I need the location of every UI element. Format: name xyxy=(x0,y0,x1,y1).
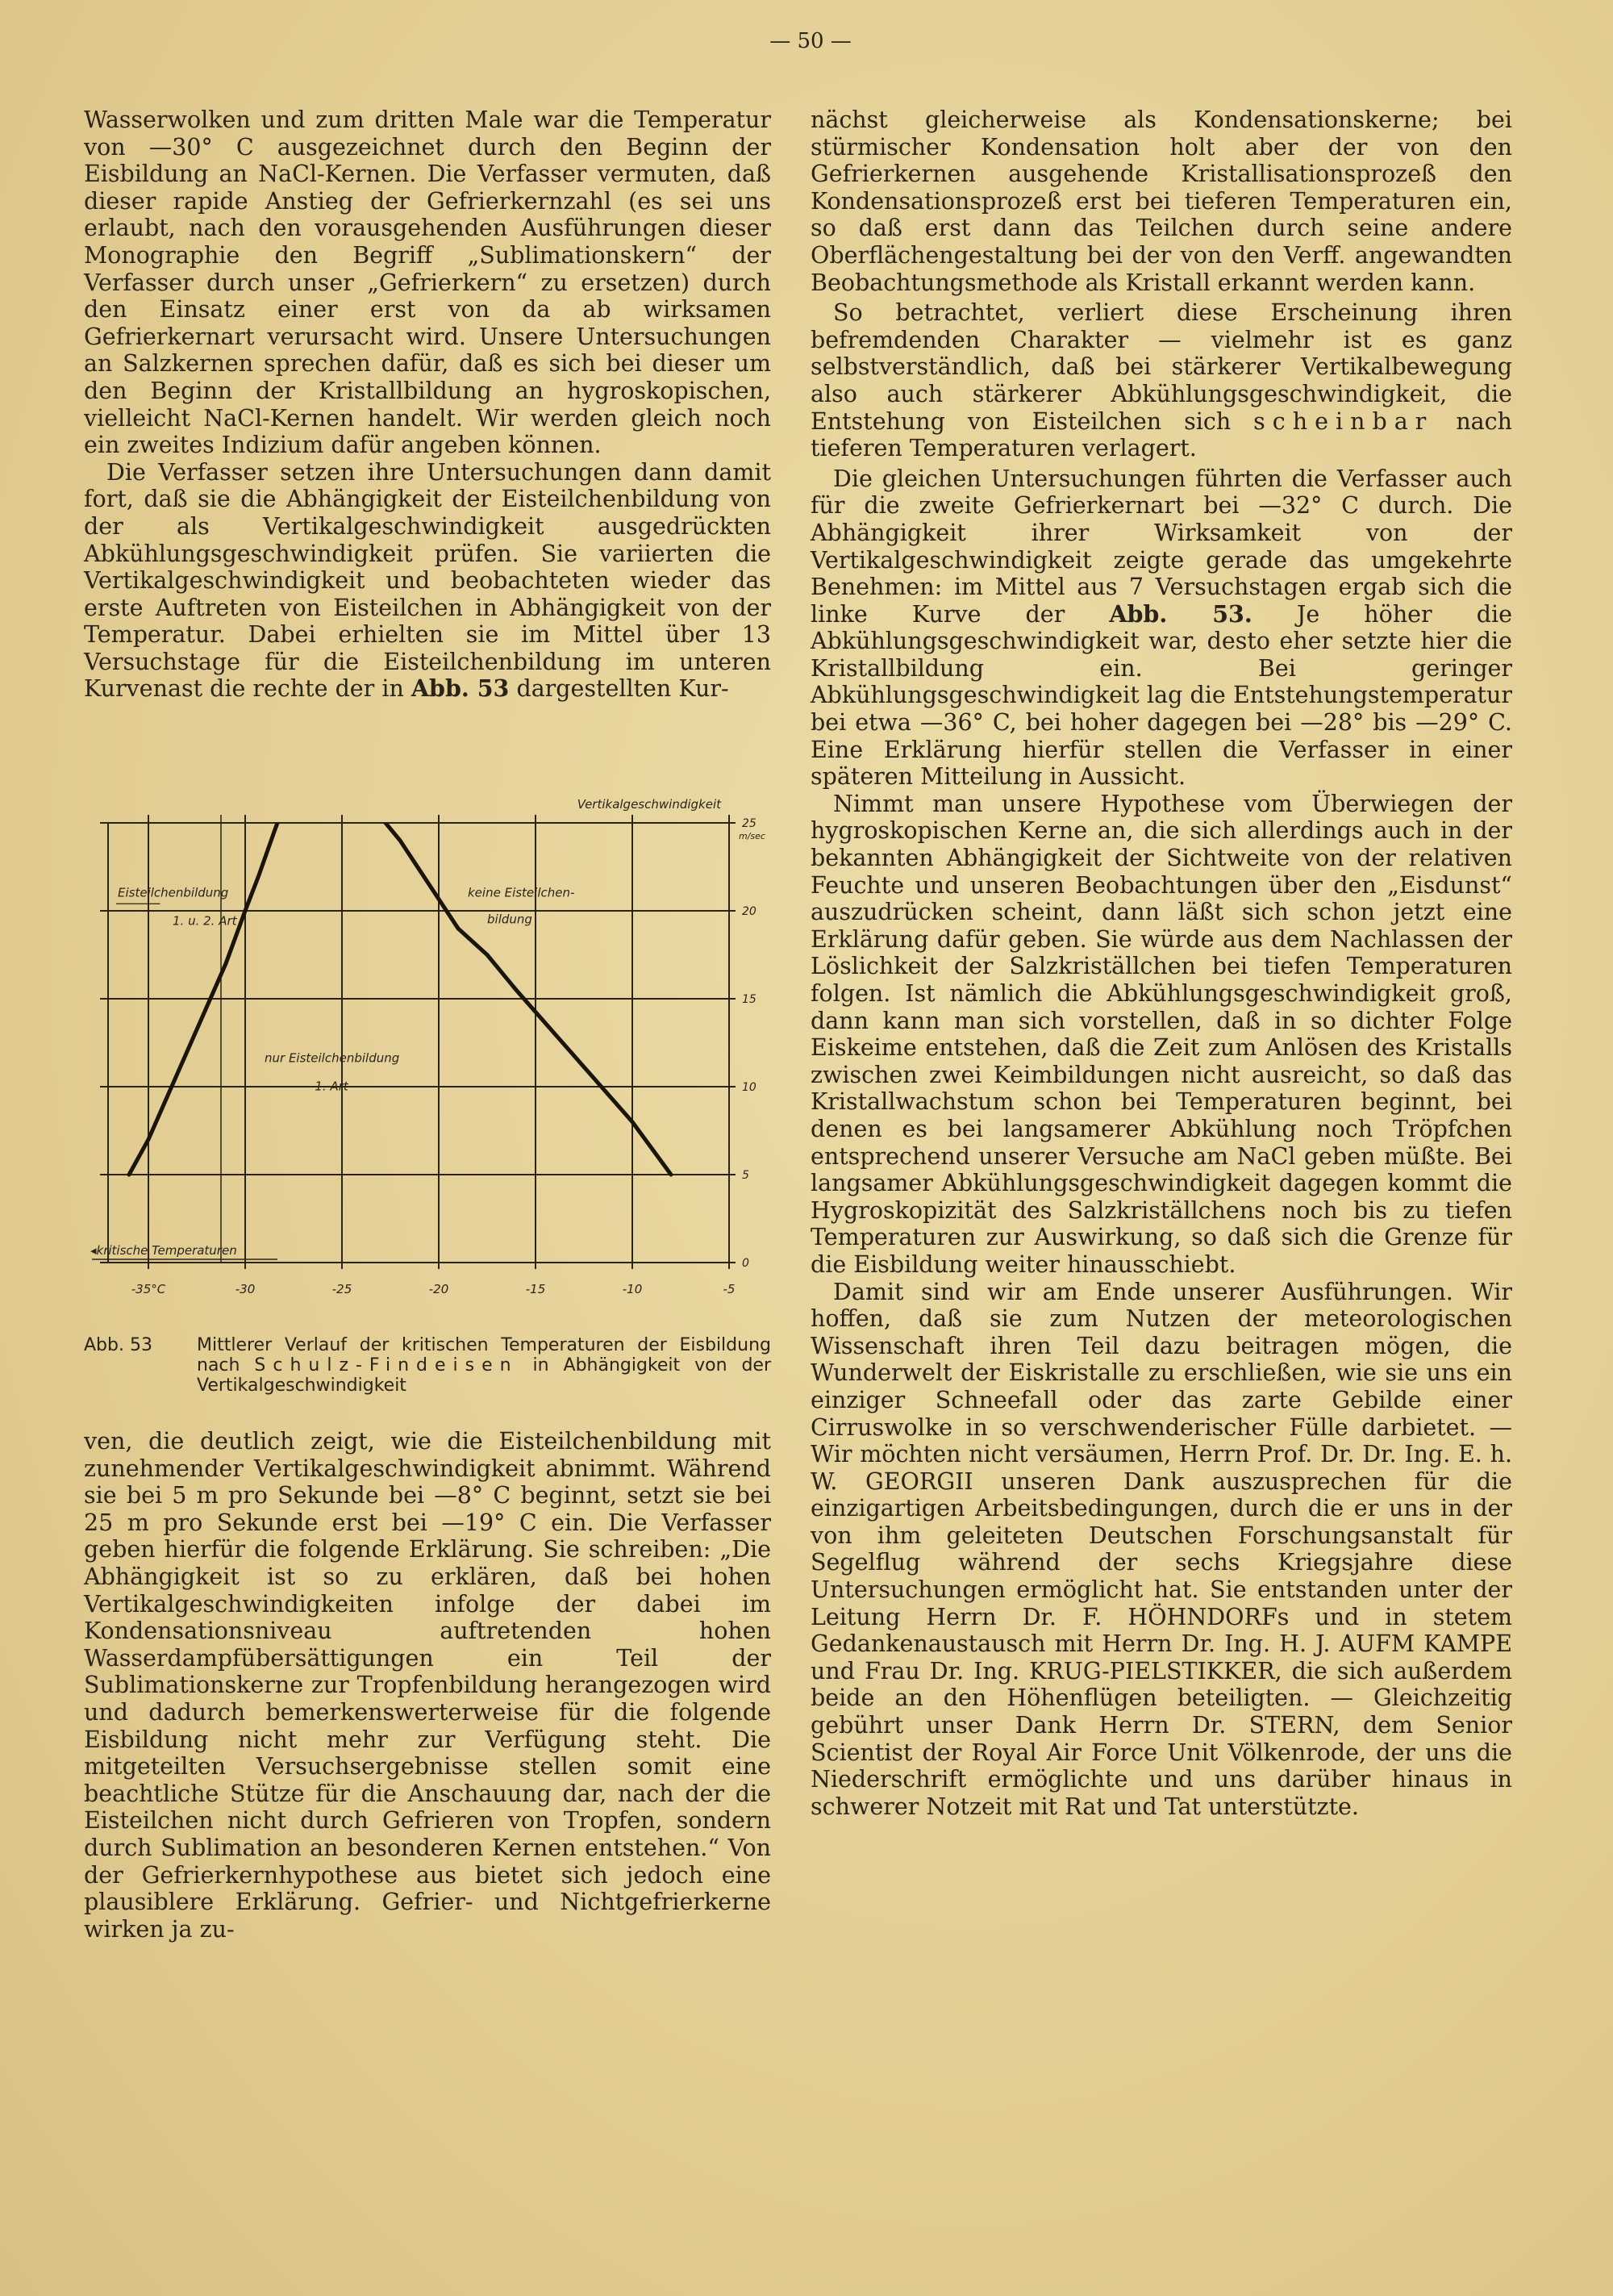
paragraph: So betrachtet, verliert diese Erscheinung ihren befremdenden Charakter — vielmehr ist es ganz selbstverständlich, daß bei stärkerer Vertikalbewegung also auch stärkerer Abkühlungsgeschwindigkeit, die Entstehung von Eisteilchen sich scheinbar nach tieferen Temperaturen verlagert. xyxy=(811,299,1512,462)
y-tick-label: 10 xyxy=(742,1081,756,1094)
curve-left xyxy=(129,805,284,1175)
y-tick-label: 20 xyxy=(742,905,756,918)
paragraph: Die gleichen Untersuchungen führten die Verfasser auch für die zweite Gefrierkernart bei —32° C durch. Die Abhängigkeit ihrer Wirksamkeit von der Vertikalgeschwindigkeit zeigte gerade das umgekehrte Benehmen: im Mittel aus 7 Versuchstagen ergab sich die linke Kurve der Abb. 53. Je höher die Abkühlungsgeschwindigkeit war, desto eher setzte hier die Kristallbildung ein. Bei geringer Abkühlungsgeschwindigkeit lag die Entstehungstemperatur bei etwa —36° C, bei hoher dagegen bei —28° bis —29° C. Eine Erklärung hierfür stellen die Verfasser in einer späteren Mitteilung in Aussicht. xyxy=(811,465,1512,791)
x-tick-label: -25 xyxy=(331,1282,352,1296)
figure-abb-53 xyxy=(84,795,771,1319)
right-column xyxy=(811,106,1512,1820)
paragraph xyxy=(84,459,771,703)
x-tick-label: -5 xyxy=(723,1282,736,1296)
x-tick-label: -35°C xyxy=(131,1282,166,1296)
figure-reference: Abb. 53 xyxy=(411,674,510,703)
left-column-bottom xyxy=(84,1428,771,1943)
caption-text: Mittlerer Verlauf der kritischen Temperaturen der Eisbildung nach Schulz-Findeisen in Abhängigkeit von der Vertikalgeschwindigkeit xyxy=(197,1335,771,1396)
paragraph: ven, die deutlich zeigt, wie die Eisteilchenbildung mit zunehmender Vertikalgeschwindigkeit abnimmt. Während sie bei 5 m pro Sekunde bei —8° C beginnt, setzt sie bei 25 m pro Sekunde erst bei —19° C ein. Die Verfasser geben hierfür die folgende Erklärung. Sie schreiben: „Die Abhängigkeit ist so zu erklären, daß bei hohen Vertikalgeschwindigkeiten infolge der dabei im Kondensationsniveau auftretenden hohen Wasserdampfübersättigungen ein Teil der Sublimationskerne zur Tropfenbildung herangezogen wird und dadurch bemerkenswerterweise für die folgende Eisbildung nicht mehr zur Verfügung steht. Die mitgeteilten Versuchsergebnisse stellen somit eine beachtliche Stütze für die Anschauung dar, nach der die Eisteilchen nicht durch Gefrieren von Tropfen, sondern durch Sublimation an besonderen Kernen entstehen.“ Von der Gefrierkernhypothese aus bietet sich jedoch eine plausiblere Erklärung. Gefrier- und Nichtgefrierkerne wirken ja zu- xyxy=(84,1428,771,1943)
page-number: — 50 — xyxy=(769,29,852,53)
figure-reference: Abb. 53. xyxy=(1109,599,1252,628)
y-tick-label: 0 xyxy=(742,1257,749,1270)
left-column-top xyxy=(84,106,771,703)
y-tick-label: 25 xyxy=(742,817,756,830)
annotation-label: 1. u. 2. Art xyxy=(173,913,237,929)
annotation-label: bildung xyxy=(487,912,532,927)
y-axis-title: Vertikalgeschwindigkeit xyxy=(577,797,721,812)
paragraph: Wasserwolken und zum dritten Male war die Temperatur von —30° C ausgezeichnet durch den Beginn der Eisbildung an NaCl-Kernen. Die Verfasser vermuten, daß dieser rapide Anstieg der Gefrierkernzahl (es sei uns erlaubt, nach den vorausgehenden Ausführungen dieser Monographie den Begriff „Sublimationskern“ der Verfasser durch unser „Gefrierkern“ zu ersetzen) durch den Einsatz einer erst von da ab wirksamen Gefrierkernart verursacht wird. Unsere Untersuchungen an Salzkernen sprechen dafür, daß es sich bei dieser um den Beginn der Kristallbildung an hygroskopischen, vielleicht NaCl-Kernen handelt. Wir werden gleich noch ein zweites Indizium dafür angeben können. xyxy=(84,106,771,459)
annotation-label: 1. Art xyxy=(315,1079,348,1094)
y-tick-label: 15 xyxy=(742,993,756,1006)
x-tick-label: -15 xyxy=(525,1282,546,1296)
annotation-label: nur Eisteilchenbildung xyxy=(265,1050,400,1066)
paragraph-tail: dargestellten Kur- xyxy=(509,675,729,703)
x-tick-label: -20 xyxy=(428,1282,449,1296)
x-axis-title: ◂kritische Temperaturen xyxy=(90,1243,237,1258)
paragraph: Damit sind wir am Ende unserer Ausführungen. Wir hoffen, daß sie zum Nutzen der meteorologischen Wissenschaft ihren Teil dazu beitragen mögen, die Wunderwelt der Eiskristalle zu erschließen, wie sie uns ein einziger Schneefall oder das zarte Gebilde einer Cirruswolke in so verschwenderischer Fülle darbietet. — Wir möchten nicht versäumen, Herrn Prof. Dr. Dr. Ing. E. h. W. GEORGII unseren Dank auszusprechen für die einzigartigen Arbeitsbedingungen, durch die er uns in der von ihm geleiteten Deutschen Forschungsanstalt für Segelflug während der sechs Kriegsjahre diese Untersuchungen ermöglicht hat. Sie entstanden unter der Leitung Herrn Dr. F. HÖHNDORFs und in stetem Gedankenaustausch mit Herrn Dr. Ing. H. J. AUFM KAMPE und Frau Dr. Ing. KRUG-PIELSTIKKER, die sich außerdem beide an den Höhenflügen beteiligten. — Gleichzeitig gebührt unser Dank Herrn Dr. STERN, dem Senior Scientist der Royal Air Force Unit Völkenrode, der uns die Niederschrift ermöglichte und uns darüber hinaus in schwerer Notzeit mit Rat und Tat unterstützte. xyxy=(811,1278,1512,1820)
paragraph-text: Die Verfasser setzen ihre Untersuchungen dann damit fort, daß sie die Abhängigkeit der Eisteilchenbildung von der als Vertikalgeschwindigkeit ausgedrückten Abkühlungsgeschwindigkeit prüfen. Sie variierten die Vertikalgeschwindigkeit und beobachteten wieder das erste Auftreten von Eisteilchen in Abhängigkeit von der Temperatur. Dabei erhielten sie im Mittel über 13 Versuchstage für die Eisteilchenbildung im unteren Kurvenast die rechte der in xyxy=(84,458,771,703)
annotation-label: keine Eisteilchen- xyxy=(468,885,575,900)
annotation-label: Eisteilchenbildung xyxy=(118,885,229,900)
paragraph: nächst gleicherweise als Kondensationskerne; bei stürmischer Kondensation holt aber der von den Gefrierkernen ausgehende Kristallisationsprozeß den Kondensationsprozeß erst bei tieferen Temperaturen ein, so daß erst dann das Teilchen durch seine andere Oberflächengestaltung bei der von den Verff. angewandten Beobachtungsmethode als Kristall erkannt werden kann. xyxy=(811,106,1512,296)
chart xyxy=(84,795,771,1319)
y-tick-label: 5 xyxy=(742,1169,749,1182)
emphasis-spaced: scheinbar xyxy=(1253,407,1434,435)
x-tick-label: -30 xyxy=(235,1282,256,1296)
curve-right xyxy=(371,805,671,1175)
caption-label: Abb. 53 xyxy=(84,1335,152,1355)
x-tick-label: -10 xyxy=(622,1282,643,1296)
y-unit-label: m/sec xyxy=(739,831,765,841)
paragraph: Nimmt man unsere Hypothese vom Überwiegen der hygroskopischen Kerne an, die sich allerdings auch in der bekannten Abhängigkeit der Sichtweite von der relativen Feuchte und unseren Beobachtungen über den „Eisdunst“ auszudrücken scheint, dann läßt sich schon jetzt eine Erklärung dafür geben. Sie würde aus dem Nachlassen der Löslichkeit der Salzkriställchen bei tiefen Temperaturen folgen. Ist nämlich die Abkühlungsgeschwindigkeit groß, dann kann man sich vorstellen, daß in so dichter Folge Eiskeime entstehen, daß die Zeit zum Anlösen des Kristalls zwischen zwei Keimbildungen nicht ausreicht, so daß das Kristallwachstum schon bei Temperaturen beginnt, bei denen es bei langsamerer Abkühlung noch Tröpfchen entsprechend unserer Versuche am NaCl geben müßte. Bei langsamer Abkühlungsgeschwindigkeit dagegen kommt die Hygroskopizität des Salzkriställchens noch bis zu tiefen Temperaturen zur Auswirkung, so daß sich die Grenze für die Eisbildung weiter hinausschiebt. xyxy=(811,790,1512,1278)
